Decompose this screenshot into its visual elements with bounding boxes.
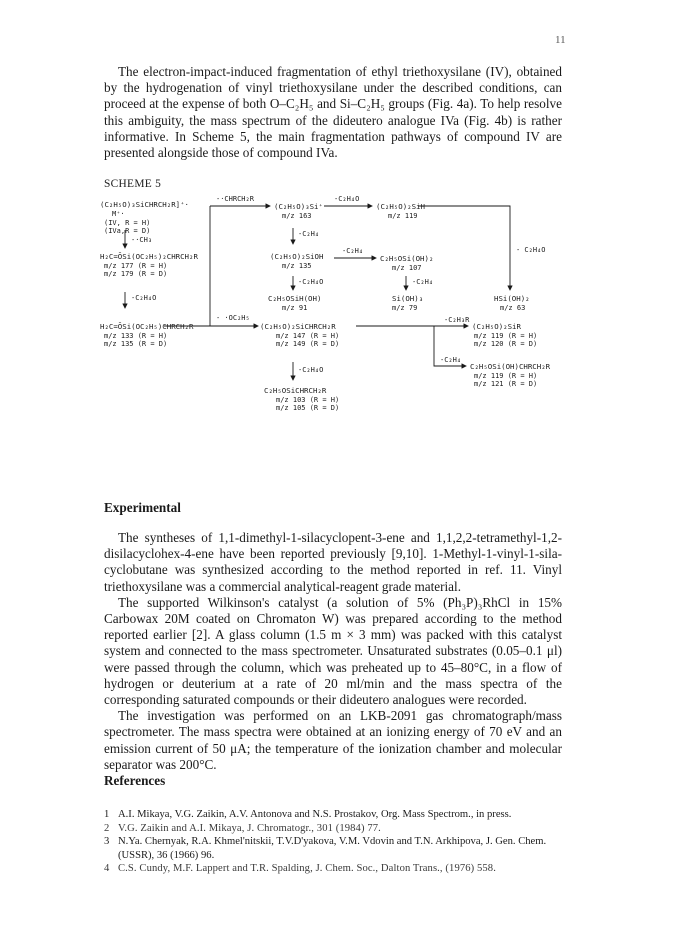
parent-ion: (C₂H₅O)₃SiCHRCH₂R]⁺· [100,200,189,209]
loss-c2h4-label-4: -C₂H₄ [440,356,462,364]
ion-163: (C₂H₅O)₃Si⁺ [274,202,323,211]
ion-135: (C₂H₅O)₂SiOH [270,252,324,261]
fragment-133: H₂C=ŌSi(OC₂H₅)CHRCH₂R [100,322,194,331]
fragment-177-mz-2: m/z 179 (R = D) [104,270,168,278]
ion-119b-mz-2: m/z 120 (R = D) [474,340,538,348]
scheme-diagram [98,190,568,472]
ion-91-mz: m/z 91 [282,304,308,312]
parent-mplus: M⁺· [112,210,125,218]
reference-number: 3 [104,836,110,848]
ion-135-mz: m/z 135 [282,262,312,270]
intro-paragraph: The electron-impact-induced fragmentation of ethyl triethoxysilane (IV), obtained by the hydrogenation of vinyl triethoxysilane under the described conditions, can proceed at the expense of both O–C₂H₅ and Si–C₂H₅ groups (Fig. 4a). To help resolve this ambiguity, the mass spectrum of the dideutero analogue IVa (Fig. 4b) is rather informative. In Scheme 5, the main fragmentation pathways of compound IV are presented alongside those of compound IVa. [104,64,562,161]
loss-c2h4o-label-top: -C₂H₄O [334,195,360,203]
ion-103-mz-2: m/z 105 (R = D) [276,404,340,412]
ion-79: Si(OH)₃ [392,294,424,303]
ion-119: (C₂H₅O)₂SiH [376,202,425,211]
reference-item [104,822,564,836]
ion-63: HSi(OH)₂ [494,294,530,303]
reference-text: N.Ya. Chernyak, R.A. Khmel'nitskii, T.V.D'yakova, V.M. Vdovin and T.N. Arkhipova, J. Gen. Chem. (USSR), 36 (1966) 96. [118,836,547,861]
loss-c2h4o-label-4: -C₂H₄O [298,366,324,374]
fragment-133-mz-2: m/z 135 (R = D) [104,340,168,348]
reference-number: 4 [104,863,110,875]
reference-item [104,835,564,862]
loss-c2h4-label-2: -C₂H₄ [342,247,364,255]
ion-91: C₂H₅OSiH(OH) [268,294,322,303]
experimental-paragraph-1: The syntheses of 1,1-dimethyl-1-silacyclopent-3-ene and 1,1,2,2-tetramethyl-1,2-disilacyclohex-4-ene have been reported previously [9,10]. 1-Methyl-1-vinyl-1-sila-cyclobutane was synthesized according to the method reported in ref. 11. Vinyl triethoxysilane was a commercial analytical-reagent grade material. [104,530,562,594]
reference-number: 1 [104,809,110,820]
ion-119b-mz-1: m/z 119 (R = H) [474,332,538,340]
references-list [104,808,564,876]
fragment-133-mz-1: m/z 133 (R = H) [104,332,168,340]
ion-119b: (C₂H₅O)₂SiR [472,322,521,331]
scheme-title: SCHEME 5 [104,178,162,190]
loss-oc2h5-label: - ·OC₂H₅ [216,314,250,322]
fragment-177: H₂C=ŌSi(OC₂H₅)₂CHRCH₂R [100,252,198,261]
intro-section [104,64,562,161]
reference-item [104,862,564,876]
references-heading: References [104,773,166,788]
loss-c2h4o-label-2: -C₂H₄O [298,278,324,286]
reference-item [104,808,564,822]
loss-c2h4o-label-1: -C₂H₄O [131,294,157,302]
reference-text: V.G. Zaikin and A.I. Mikaya, J. Chromatogr., 301 (1984) 77. [118,822,381,834]
ion-63-mz: m/z 63 [500,304,526,312]
ion-79-mz: m/z 79 [392,304,418,312]
ion-103: C₂H₅OSiCHRCH₂R [264,386,327,395]
loss-c2h3r-label: -C₂H₃R [444,316,470,324]
ion-147-mz-1: m/z 147 (R = H) [276,332,340,340]
ion-119c-mz-1: m/z 119 (R = H) [474,372,538,380]
ion-107-mz: m/z 107 [392,264,422,272]
loss-c2h4-label-1: -C₂H₄ [298,230,320,238]
page-number: 11 [555,34,566,46]
ion-103-mz-1: m/z 103 (R = H) [276,396,340,404]
experimental-section [104,530,562,773]
ion-119c-mz-2: m/z 121 (R = D) [474,380,538,388]
ion-147-mz-2: m/z 149 (R = D) [276,340,340,348]
loss-c2h4-label-3: -C₂H₄ [412,278,434,286]
loss-ch3-label: -·CH₃ [131,236,153,244]
ion-163-mz: m/z 163 [282,212,312,220]
parent-note-2: (IVa,R = D) [104,227,151,235]
reference-text: C.S. Cundy, M.F. Lappert and T.R. Spalding, J. Chem. Soc., Dalton Trans., (1976) 558. [118,863,496,875]
reference-number: 2 [104,822,110,834]
ion-119-mz: m/z 119 [388,212,418,220]
reference-text: A.I. Mikaya, V.G. Zaikin, A.V. Antonova and N.S. Prostakov, Org. Mass Spectrom., in press. [118,809,512,820]
ion-107: C₂H₅OSi(OH)₂ [380,254,434,263]
fragment-177-mz-1: m/z 177 (R = H) [104,262,168,270]
ion-147: (C₂H₅O)₂SiCHRCH₂R [260,322,336,331]
ion-119c: C₂H₅OSi(OH)CHRCH₂R [470,362,551,371]
loss-chrch2r-label: -·CHRCH₂R [216,195,254,203]
experimental-heading: Experimental [104,500,181,515]
parent-note-1: (IV, R = H) [104,219,151,227]
experimental-paragraph-2: The supported Wilkinson's catalyst (a solution of 5% (Ph₃P)₃RhCl in 15% Carbowax 20M coated on Chromaton W) was prepared according to the method reported earlier [2]. A glass column (1.5 m × 3 mm) was packed with this catalyst system and connected to the mass spectrometer. Unsaturated substrates (0.05–0.1 μl) were passed through the column, which was preheated up to 45–80°C, in a flow of hydrogen or deuterium at a rate of 20 ml/min and the mass spectra of the corresponding saturated compounds or their dideutero analogues were recorded. [104,594,562,708]
experimental-paragraph-3: The investigation was performed on an LKB-2091 gas chromatograph/mass spectrometer. The mass spectra were obtained at an ionizing energy of 70 eV and an emission current of 50 μA; the temperature of the ionization chamber and molecular separator was 200°C. [104,708,562,772]
loss-c2h4o-label-3: - C₂H₄O [516,246,546,254]
